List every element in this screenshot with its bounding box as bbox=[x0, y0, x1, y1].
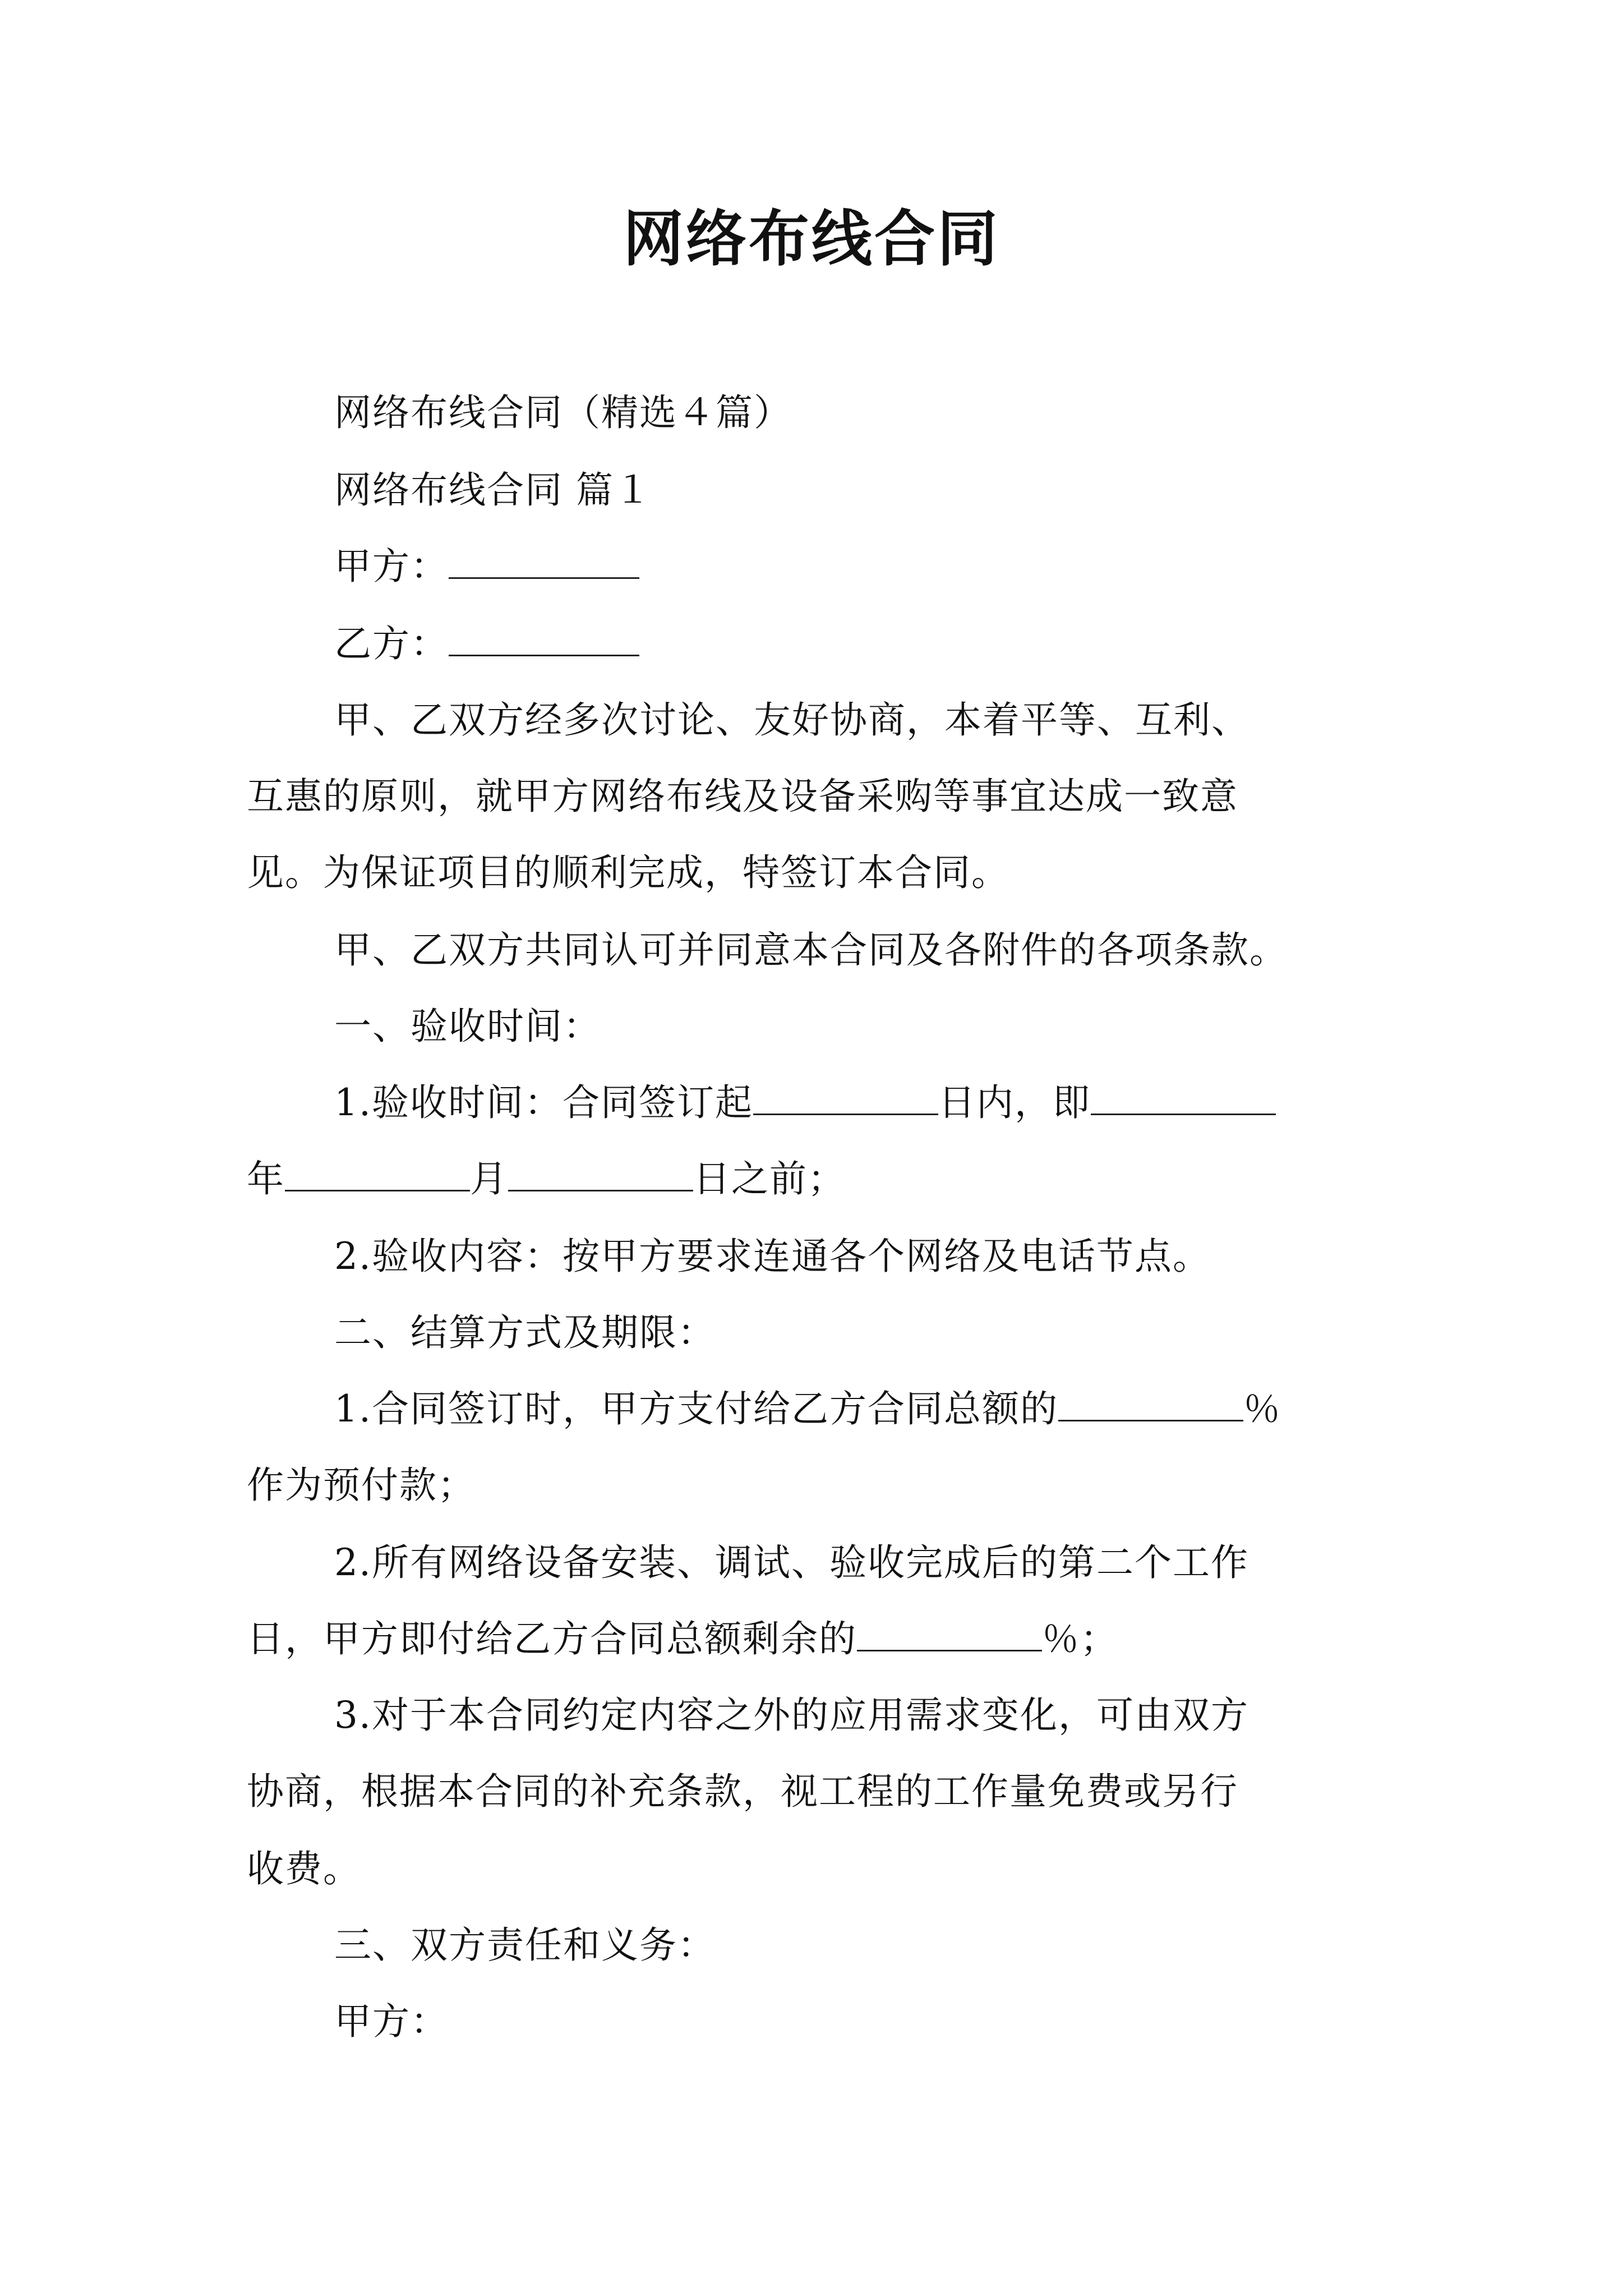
clause-2-2-line-2 bbox=[247, 1612, 1118, 1666]
prepayment-percent-blank bbox=[1058, 1386, 1243, 1421]
days-blank bbox=[753, 1080, 938, 1115]
clause-2-2-text-b: 日，甲方即付给乙方合同总额剩余的 bbox=[247, 1617, 857, 1660]
clause-1-1-text-c: 年 bbox=[247, 1157, 285, 1200]
clause-1-1-line-2 bbox=[247, 1152, 846, 1206]
clause-2-3-line-1: 3.对于本合同约定内容之外的应用需求变化，可由双方 bbox=[334, 1694, 1249, 1737]
clause-2-3-line-2: 协商，根据本合同的补充条款，视工程的工作量免费或另行 bbox=[247, 1770, 1238, 1813]
clause-2-1-line-1 bbox=[334, 1382, 1281, 1436]
party-a-label: 甲方： bbox=[334, 545, 449, 588]
clause-2-1-text-a: 1.合同签订时，甲方支付给乙方合同总额的 bbox=[334, 1387, 1058, 1430]
clause-2-1-line-2: 作为预付款； bbox=[247, 1464, 476, 1507]
section-3-heading: 三、双方责任和义务： bbox=[334, 1924, 716, 1967]
section-heading: 网络布线合同 篇１ bbox=[334, 468, 652, 512]
clause-2-2-text-c: ％； bbox=[1042, 1617, 1118, 1660]
remaining-percent-blank bbox=[857, 1616, 1042, 1651]
party-b-label: 乙方： bbox=[334, 622, 449, 665]
day-blank bbox=[508, 1156, 693, 1191]
clause-2-2-line-1: 2.所有网络设备安装、调试、验收完成后的第二个工作 bbox=[334, 1541, 1249, 1584]
section-3-party-a: 甲方： bbox=[334, 2000, 449, 2043]
clause-1-1-text-b: 日内，即 bbox=[938, 1081, 1091, 1124]
party-b-blank bbox=[449, 621, 639, 656]
clause-1-2: 2.验收内容：按甲方要求连通各个网络及电话节点。 bbox=[334, 1235, 1211, 1278]
document-subtitle: 网络布线合同（精选４篇） bbox=[334, 391, 792, 434]
party-a-blank bbox=[449, 544, 639, 579]
agreement-paragraph: 甲、乙双方共同认可并同意本合同及各附件的各项条款。 bbox=[334, 928, 1288, 972]
clause-1-1-line-1 bbox=[334, 1076, 1276, 1130]
intro-paragraph-line-2: 互惠的原则，就甲方网络布线及设备采购等事宜达成一致意 bbox=[247, 775, 1238, 818]
clause-1-1-text-a: 1.验收时间：合同签订起 bbox=[334, 1081, 753, 1124]
month-blank bbox=[285, 1156, 470, 1191]
clause-2-3-line-3: 收费。 bbox=[247, 1847, 361, 1890]
year-blank bbox=[1091, 1080, 1276, 1115]
document-title: 网络布线合同 bbox=[623, 204, 1000, 274]
clause-1-1-text-d: 月 bbox=[470, 1157, 508, 1200]
clause-2-1-text-b: ％ bbox=[1243, 1387, 1281, 1430]
intro-paragraph-line-3: 见。为保证项目的顺利完成，特签订本合同。 bbox=[247, 851, 1009, 894]
section-2-heading: 二、结算方式及期限： bbox=[334, 1311, 716, 1354]
clause-1-1-text-e: 日之前； bbox=[693, 1157, 846, 1200]
intro-paragraph-line-1: 甲、乙双方经多次讨论、友好协商，本着平等、互利、 bbox=[334, 698, 1249, 742]
party-b-line bbox=[334, 617, 639, 671]
party-a-line bbox=[334, 540, 639, 593]
section-1-heading: 一、验收时间： bbox=[334, 1005, 601, 1048]
